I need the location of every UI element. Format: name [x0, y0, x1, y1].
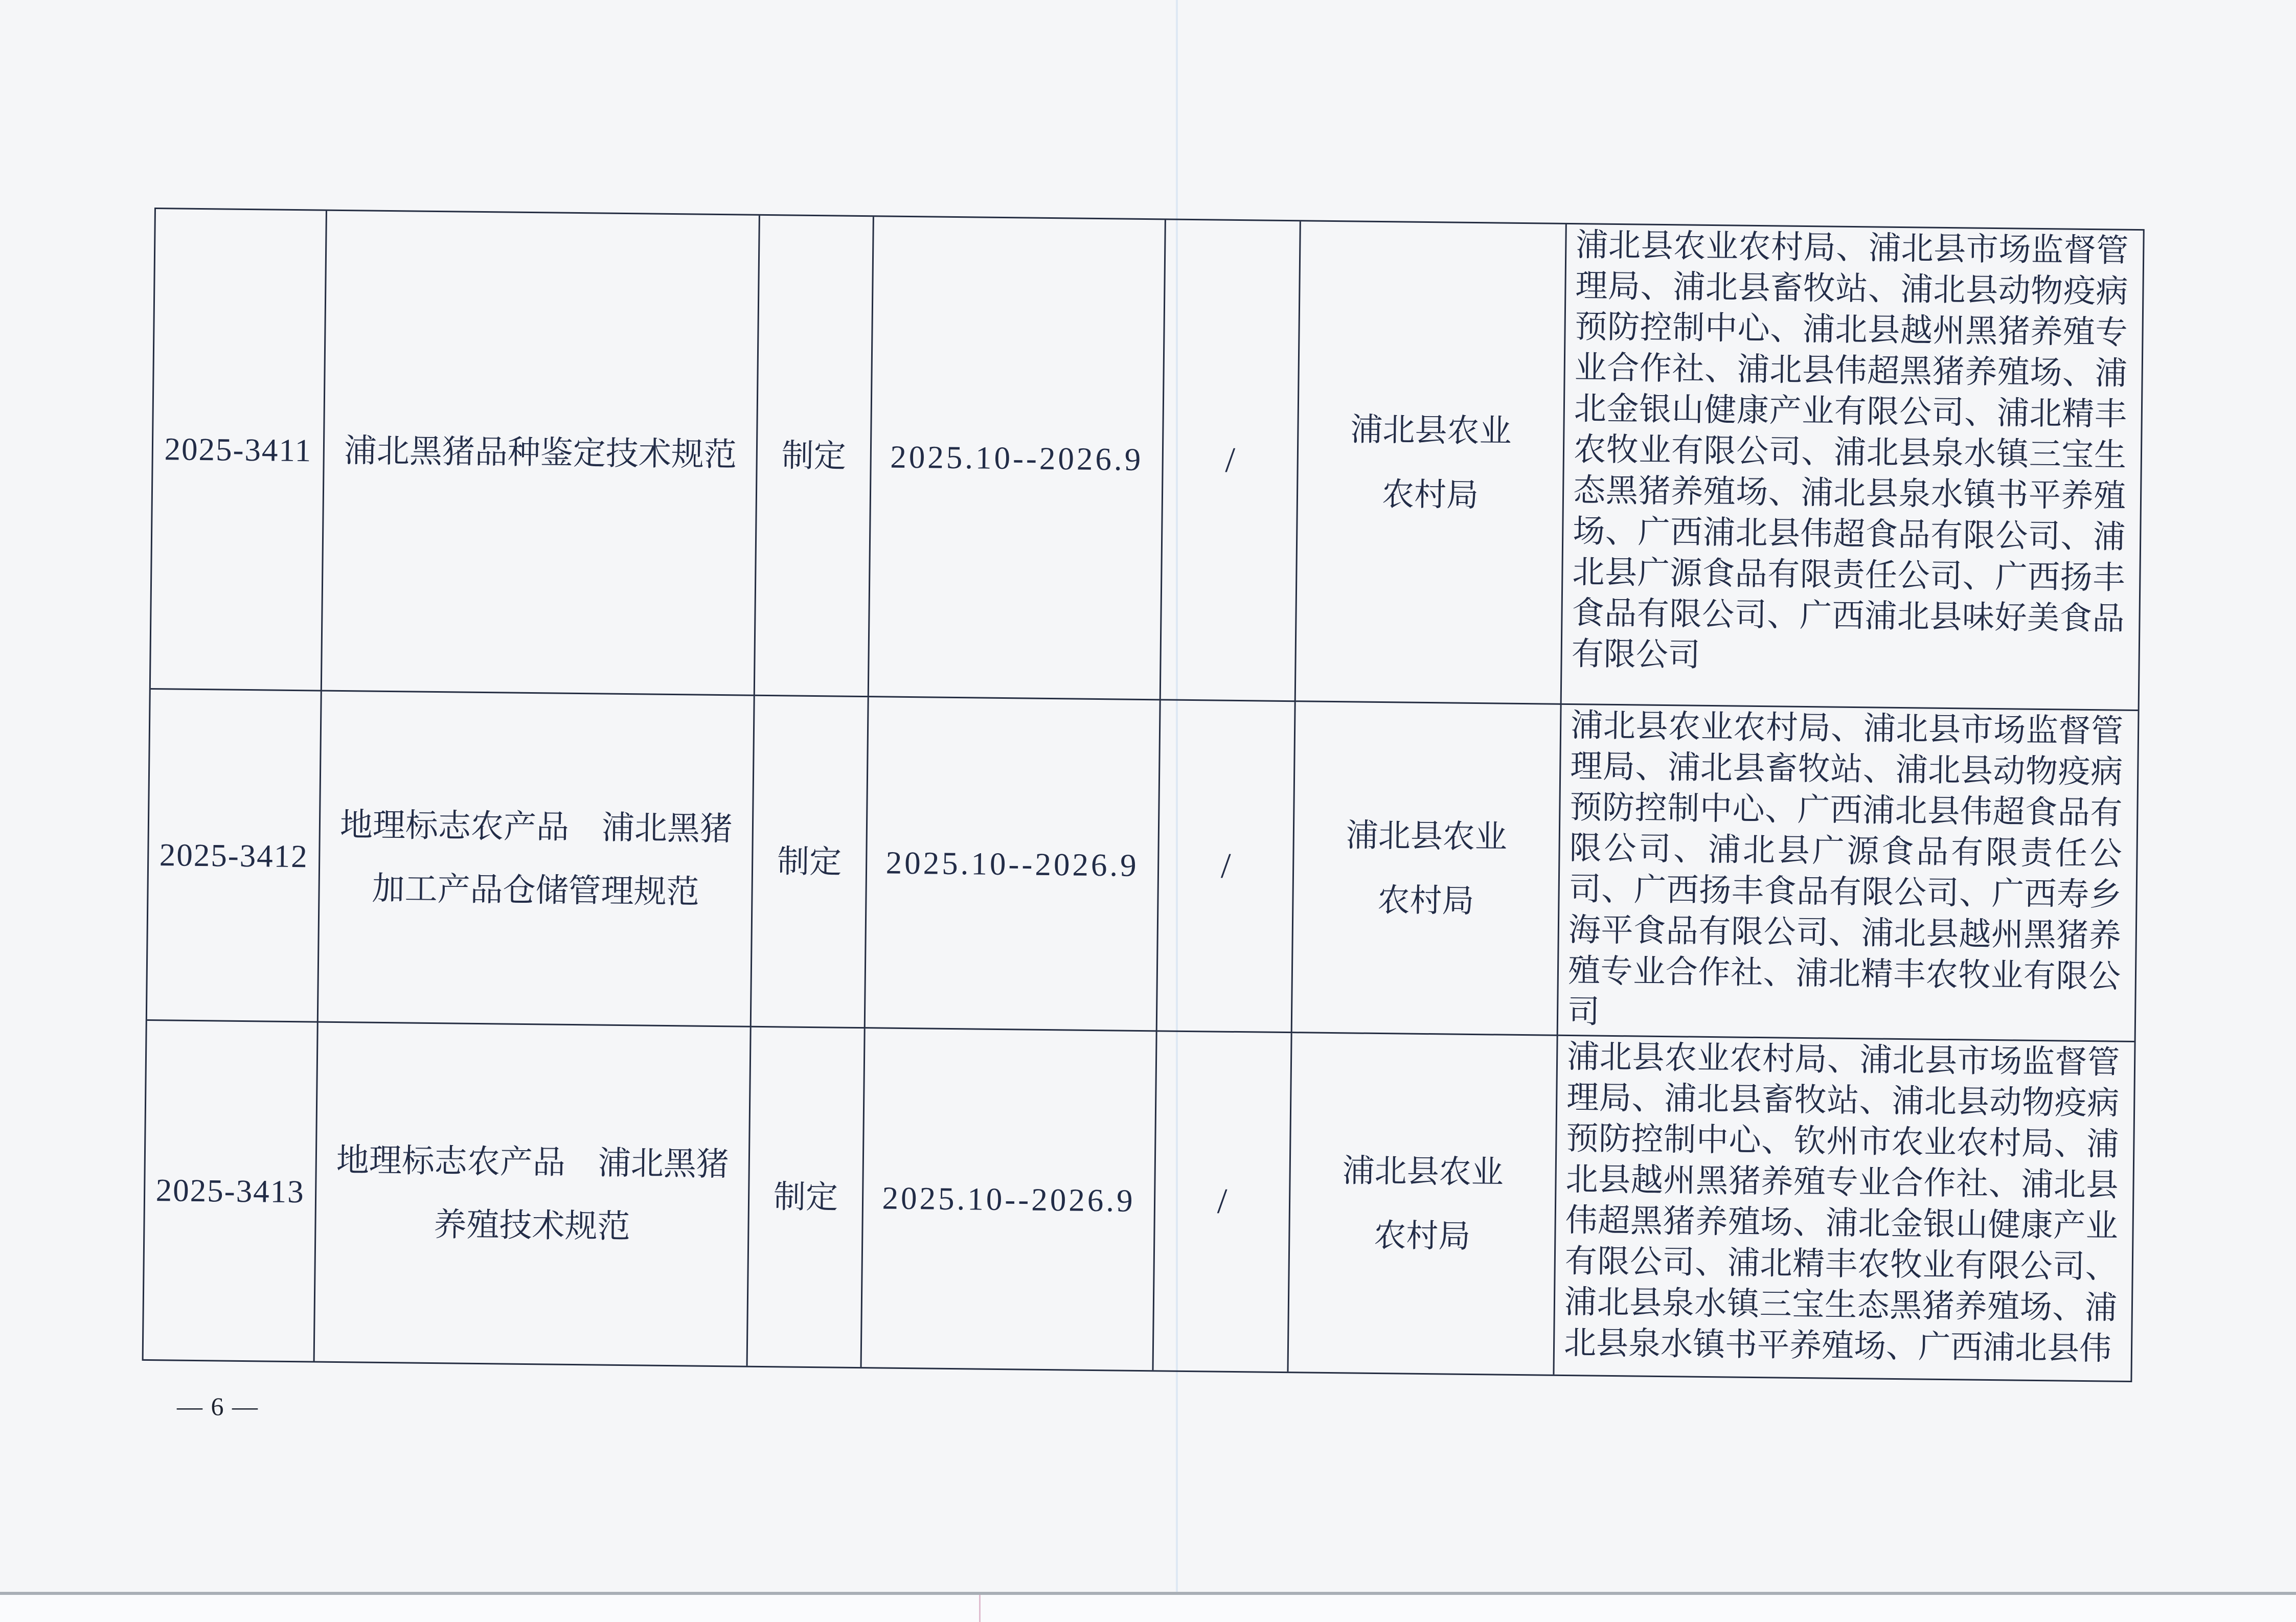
- proposing-org-cell: 浦北县农业 农村局: [1292, 702, 1562, 1036]
- slash-cell: /: [1157, 700, 1296, 1033]
- standards-plan-table: [142, 208, 2145, 1382]
- plan-number-cell: 2025-3411: [151, 209, 327, 692]
- scanner-artifact-line: [979, 1595, 981, 1622]
- completion-time-cell: 2025.10--2026.9: [862, 1029, 1157, 1370]
- plan-number-cell: 2025-3412: [147, 690, 322, 1023]
- slash-cell: /: [1154, 1032, 1292, 1372]
- standard-name-cell: 地理标志农产品 浦北黑猪 加工产品仓储管理规范: [319, 692, 755, 1027]
- standard-name-cell: 地理标志农产品 浦北黑猪 养殖技术规范: [315, 1023, 752, 1366]
- completion-time-cell: 2025.10--2026.9: [869, 217, 1166, 700]
- formulation-type-cell: 制定: [752, 696, 869, 1029]
- standard-name-cell: 浦北黑猪品种鉴定技术规范: [322, 211, 760, 696]
- formulation-type-cell: 制定: [755, 216, 874, 697]
- page-number: — 6 —: [177, 1392, 259, 1421]
- proposing-org-cell: 浦北县农业 农村局: [1296, 221, 1567, 705]
- drafting-units-cell: 浦北县农业农村局、浦北县市场监督管理局、浦北县畜牧站、浦北县动物疫病预防控制中心、钦州市农业农村局、浦北县越州黑猪养殖专业合作社、浦北县伟超黑猪养殖场、浦北金银山健康产业有限公司、浦北精丰农牧业有限公司、浦北县泉水镇三宝生态黑猪养殖场、浦北县泉水镇书平养殖场、广西浦北县伟: [1563, 1038, 2120, 1367]
- formulation-type-cell: 制定: [748, 1027, 866, 1367]
- plan-number-cell: 2025-3413: [144, 1021, 319, 1361]
- scan-background-strip: [0, 1595, 2296, 1622]
- completion-time-cell: 2025.10--2026.9: [866, 697, 1161, 1032]
- drafting-units-cell: 浦北县农业农村局、浦北县市场监督管理局、浦北县畜牧站、浦北县动物疫病预防控制中心、浦北县越州黑猪养殖专业合作社、浦北县伟超黑猪养殖场、浦北金银山健康产业有限公司、浦北精丰农牧业有限公司、浦北县泉水镇三宝生态黑猪养殖场、浦北县泉水镇书平养殖场、广西浦北县伟超食品有限公司、浦北县广源食品有限责任公司、广西扬丰食品有限公司、广西浦北县味好美食品有限公司: [1562, 224, 2143, 711]
- drafting-units-cell: 浦北县农业农村局、浦北县市场监督管理局、浦北县畜牧站、浦北县动物疫病预防控制中心、广西浦北县伟超食品有限公司、浦北县广源食品有限责任公司、广西扬丰食品有限公司、广西寿乡海平食品有限公司、浦北县越州黑猪养殖专业合作社、浦北精丰农牧业有限公司: [1558, 705, 2138, 1042]
- proposing-org-cell: 浦北县农业 农村局: [1288, 1033, 1558, 1375]
- slash-cell: /: [1161, 220, 1301, 702]
